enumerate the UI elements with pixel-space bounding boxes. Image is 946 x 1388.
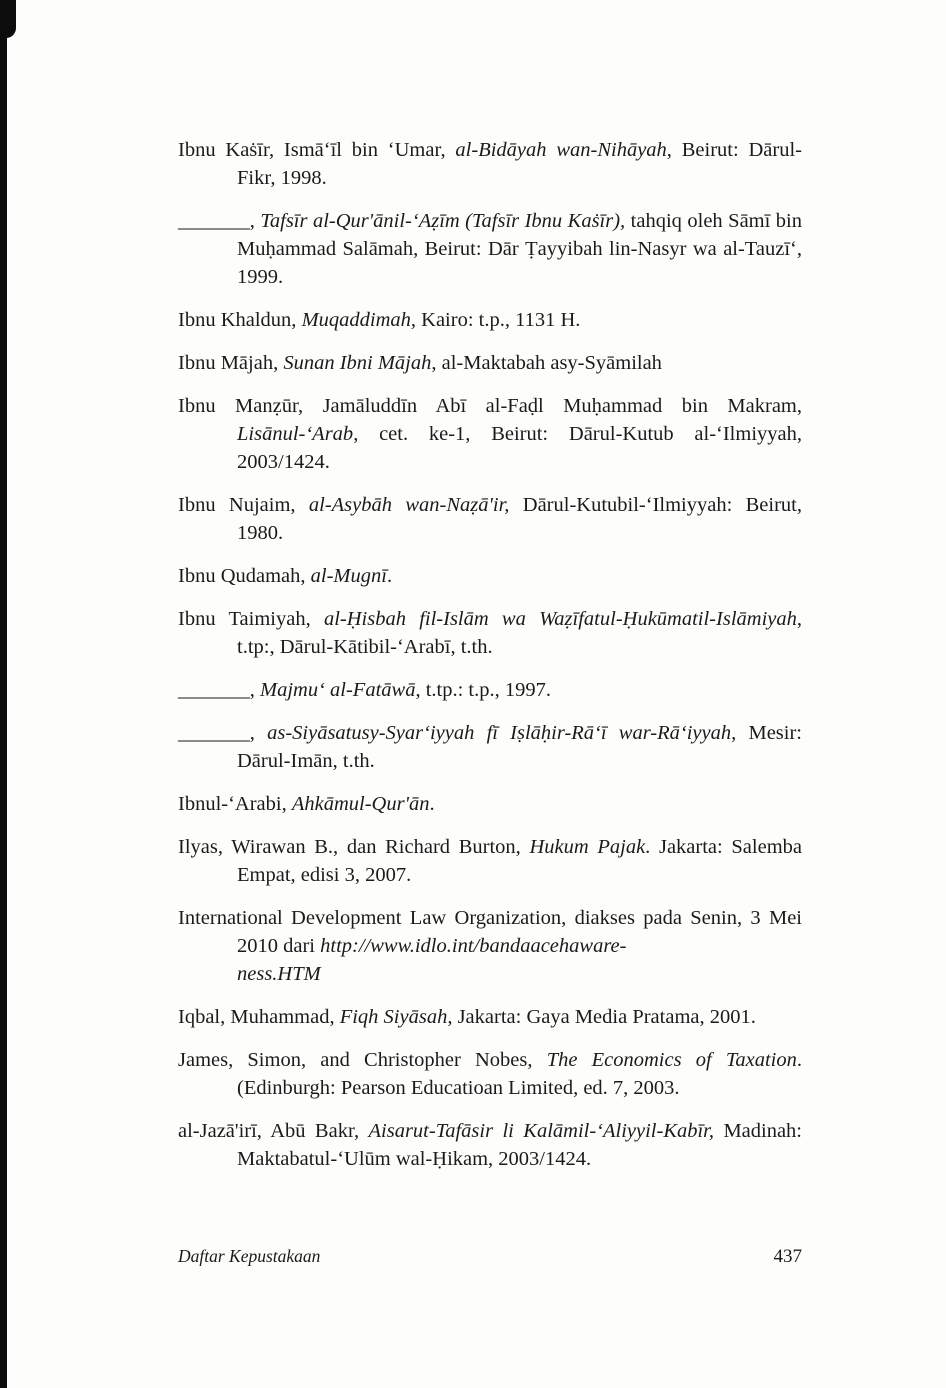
entry-title: Hukum Pajak xyxy=(529,836,646,858)
entry-text: , Beirut: Dārul-Fikr, 1998. xyxy=(237,139,802,189)
bibliography-entry xyxy=(178,833,802,889)
entry-title: ness.HTM xyxy=(237,963,321,985)
entry-text: _______, xyxy=(178,210,261,232)
bibliography-entry xyxy=(178,605,802,661)
entry-title: Majmu‘ al-Fatāwā xyxy=(260,679,416,701)
bibliography-entry xyxy=(178,491,802,547)
bibliography-entry xyxy=(178,904,802,988)
entry-text: Ibnul-‘Arabi, xyxy=(178,793,292,815)
entry-text: _______, xyxy=(178,679,260,701)
entry-text: International Development Law Organization, diakses pada Senin, 3 Mei 2010 dari xyxy=(178,907,802,957)
bibliography-entry xyxy=(178,1117,802,1173)
entry-title: Aisarut-Tafāsir li Kalāmil-‘Aliyyil-Kabīr, xyxy=(368,1120,715,1142)
entry-text: Madinah: Maktabatul-‘Ulūm wal-Ḥikam, 2003/1424. xyxy=(237,1120,803,1170)
entry-title: Ahkāmul-Qur'ān xyxy=(291,793,430,815)
page-footer xyxy=(178,1246,802,1268)
entry-text: Ibnu Taimiyah, xyxy=(178,608,324,630)
entry-title: al-Ḥisbah fil-Islām wa Waẓīfatul-Ḥukūmatil-Islāmiyah xyxy=(323,608,797,630)
entry-text: Ibnu Khaldun, xyxy=(178,309,302,331)
entry-title: Sunan Ibni Mājah xyxy=(283,352,432,374)
entry-text: Ibnu Nujaim, xyxy=(178,494,309,516)
entry-text: . xyxy=(386,565,393,587)
entry-text: , al-Maktabah asy-Syāmilah xyxy=(431,352,662,374)
bibliography-entry xyxy=(178,719,802,775)
bibliography-entry xyxy=(178,349,802,377)
entry-text: Ibnu Mājah, xyxy=(178,352,284,374)
entry-title: al-Asybāh wan-Naẓā'ir, xyxy=(308,494,510,516)
entry-text: , t.tp:, Dārul-Kātibil-‘Arabī, t.th. xyxy=(237,608,802,658)
bibliography-entry xyxy=(178,676,802,704)
entry-text: James, Simon, and Christopher Nobes, xyxy=(178,1049,547,1071)
entry-text: . (Edinburgh: Pearson Educatioan Limited, ed. 7, 2003. xyxy=(237,1049,802,1099)
entry-text: Mesir: Dārul-Imān, t.th. xyxy=(237,722,803,772)
entry-text: Iqbal, Muhammad, xyxy=(178,1006,340,1028)
bibliography-entry xyxy=(178,207,802,291)
entry-text: _______, xyxy=(178,722,268,744)
bibliography-entry xyxy=(178,1003,802,1031)
entry-text: tahqiq oleh Sāmī bin Muḥammad Salāmah, Beirut: Dār Ṭayyibah lin-Nasyr wa al-Tauzī‘, 1999. xyxy=(237,210,802,288)
bibliography-entry xyxy=(178,136,802,192)
footer-section-label: Daftar Kepustakaan xyxy=(178,1246,321,1266)
entry-text: Ibnu Qudamah, xyxy=(178,565,311,587)
entry-text: al-Jazā'irī, Abū Bakr, xyxy=(178,1120,369,1142)
entry-text: Dārul-Kutubil-‘Ilmiyyah: Beirut, 1980. xyxy=(237,494,802,544)
entry-text: , t.tp.: t.p., 1997. xyxy=(415,679,551,701)
entry-title: al-Bidāyah wan-Nihāyah xyxy=(455,139,667,161)
entry-text: Ilyas, Wirawan B., dan Richard Burton, xyxy=(178,836,530,858)
footer-page-number: 437 xyxy=(773,1246,802,1267)
entry-text: Ibnu Kaṡīr, Ismā‘īl bin ‘Umar, xyxy=(178,139,456,161)
entry-title: Muqaddimah, xyxy=(301,309,417,331)
entry-title: al-Mugnī xyxy=(310,565,387,587)
entry-title: Fiqh Siyāsah, xyxy=(339,1006,453,1028)
entry-title: Tafsīr al-Qur'ānil-‘Aẓīm (Tafsīr Ibnu Kaṡīr), xyxy=(260,210,626,232)
entry-text: Ibnu Manẓūr, Jamāluddīn Abī al-Faḍl Muḥammad bin Makram, xyxy=(178,395,802,417)
entry-text: . xyxy=(429,793,435,815)
scan-corner-artifact xyxy=(0,0,16,38)
entry-text: . Jakarta: Salemba Empat, edisi 3, 2007. xyxy=(237,836,802,886)
bibliography-list xyxy=(178,136,802,1188)
entry-text: Jakarta: Gaya Media Pratama, 2001. xyxy=(452,1006,756,1028)
entry-title: The Economics of Taxation xyxy=(546,1049,797,1071)
bibliography-entry xyxy=(178,562,802,590)
bibliography-entry xyxy=(178,790,802,818)
entry-title: as-Siyāsatusy-Syar‘iyyah fī Iṣlāḥir-Rā‘ī war-Rā‘iyyah, xyxy=(267,722,737,744)
bibliography-entry xyxy=(178,306,802,334)
entry-title: http://www.idlo.int/bandaacehaware- xyxy=(320,935,627,957)
entry-text: , cet. ke-1, Beirut: Dārul-Kutub al-‘Ilmiyyah, 2003/1424. xyxy=(237,423,802,473)
scan-edge-artifact xyxy=(0,0,7,1388)
entry-text: Kairo: t.p., 1131 H. xyxy=(416,309,581,331)
bibliography-entry xyxy=(178,392,802,476)
bibliography-entry xyxy=(178,1046,802,1102)
entry-title: Lisānul-‘Arab xyxy=(237,423,354,445)
